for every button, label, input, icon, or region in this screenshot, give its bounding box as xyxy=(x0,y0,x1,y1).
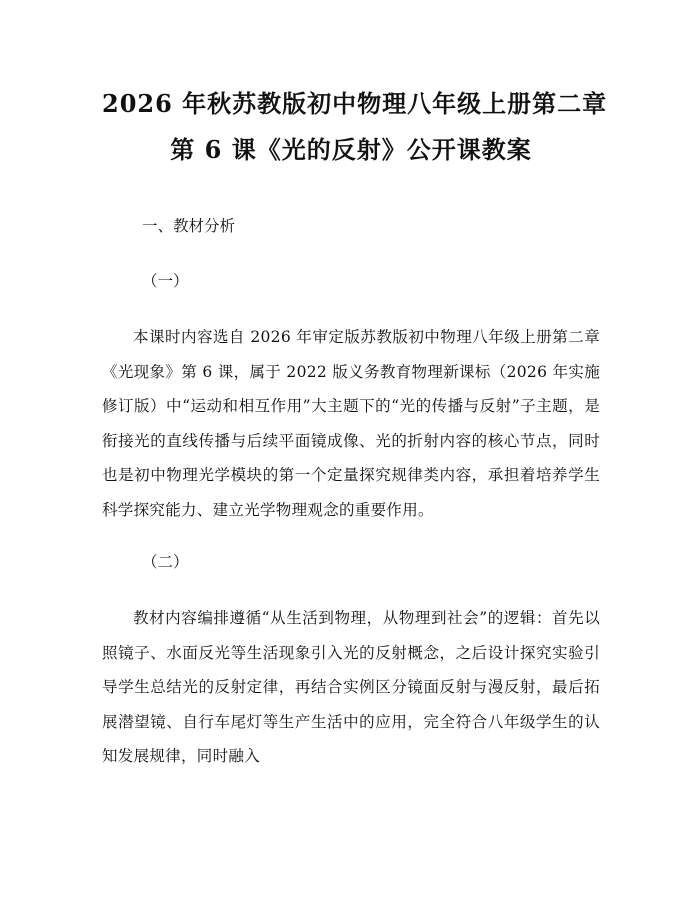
paragraph-1: 本课时内容选自 2026 年审定版苏教版初中物理八年级上册第二章《光现象》第 6 课，属于 2022 版义务教育物理新课标（2026 年实施修订版）中“运动和相互作用”大主题下的“光的传播与反射”子主题，是衔接光的直线传播与后续平面镜成像、光的折射内容的核心节点，同时也是初中物理光学模块的第一个定量探究规律类内容，承担着培养学生科学探究能力、建立光学物理观念的重要作用。 xyxy=(102,328,600,519)
title-line-2: 第 6 课《光的反射》公开课教案 xyxy=(170,135,532,164)
title-line-1: 2026 年秋苏教版初中物理八年级上册第二章 xyxy=(102,89,608,118)
document-title xyxy=(102,0,608,172)
subsection-heading-1: （一） xyxy=(142,272,189,290)
paragraph-2: 教材内容编排遵循“从生活到物理，从物理到社会”的逻辑：首先以照镜子、水面反光等生活现象引入光的反射概念，之后设计探究实验引导学生总结光的反射定律，再结合实例区分镜面反射与漫反射，最后拓展潜望镜、自行车尾灯等生产生活中的应用，完全符合八年级学生的认知发展规律，同时融入 xyxy=(102,609,600,765)
subsection-heading-2: （二） xyxy=(142,553,189,571)
section-heading-textbook-analysis: 一、教材分析 xyxy=(142,217,236,235)
